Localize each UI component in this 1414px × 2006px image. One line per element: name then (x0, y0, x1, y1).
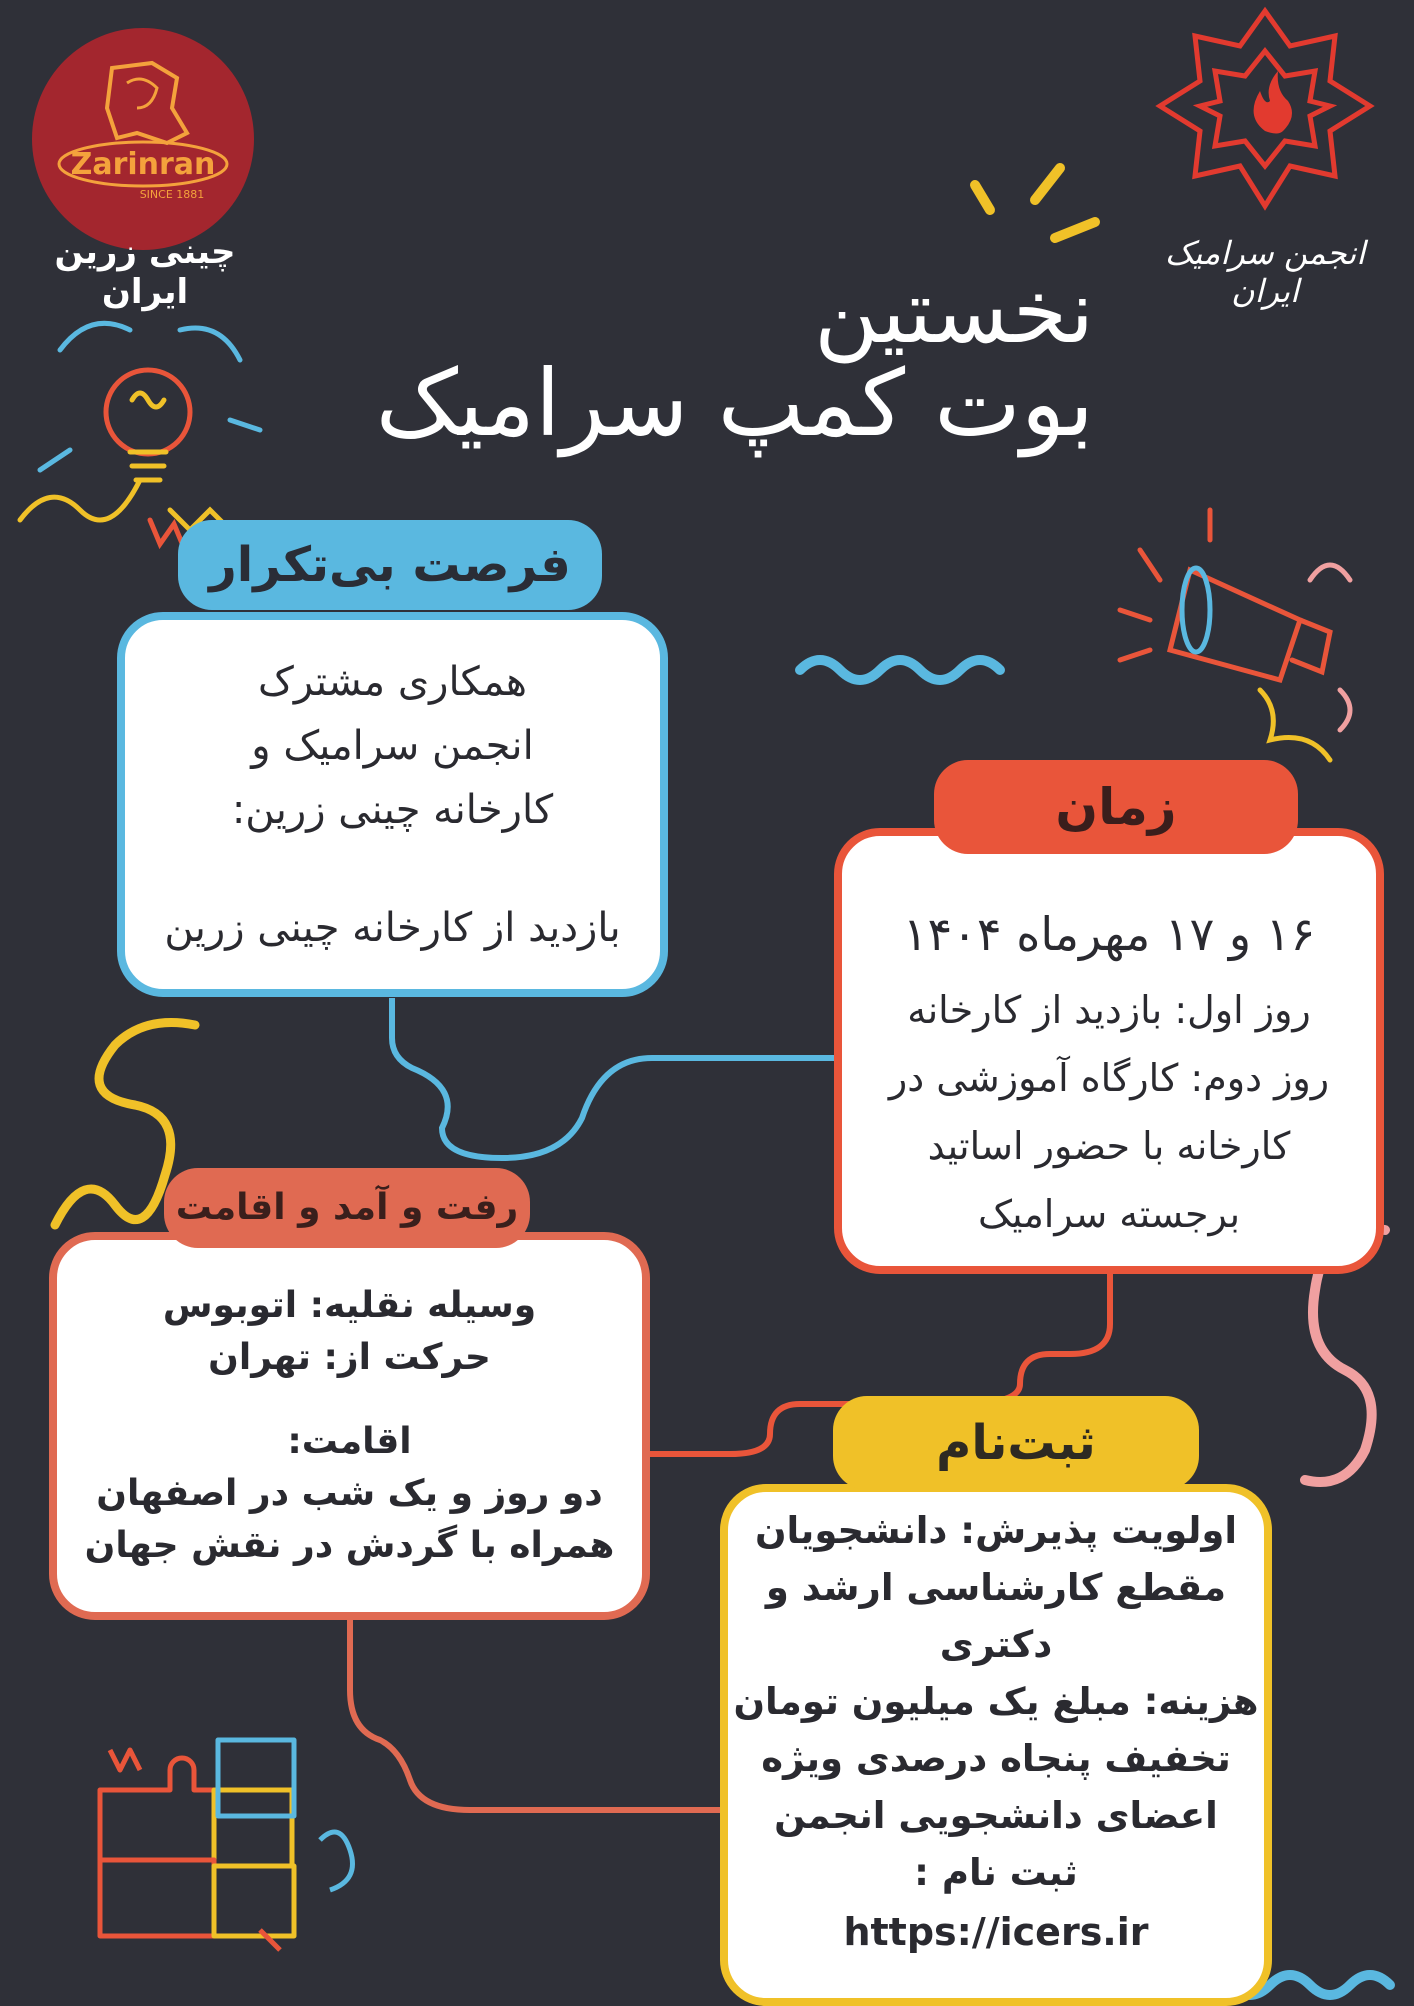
time-date: ۱۶ و ۱۷ مهرماه ۱۴۰۴ (902, 907, 1316, 961)
transport-stay-line: دو روز و یک شب در اصفهان (96, 1473, 603, 1514)
registration-line: مقطع کارشناسی ارشد و (765, 1566, 1227, 1609)
ceramic-association-caption: انجمن سرامیک ایران (1164, 234, 1366, 310)
title-line-2: بوت کمپ سرامیک (375, 350, 1094, 457)
registration-label: ثبت‌نام (833, 1396, 1199, 1490)
opportunity-card (117, 612, 668, 997)
zarin-caption: چینی زرین ایران (54, 232, 236, 312)
puzzle-doodle (100, 1740, 353, 1950)
opportunity-line: همکاری مشترک (258, 659, 527, 705)
registration-url[interactable]: https://icers.ir (843, 1910, 1149, 1954)
logo-since: SINCE 1881 (139, 188, 205, 201)
opportunity-label: فرصت بی‌تکرار (178, 520, 602, 610)
time-line: روز دوم: کارگاه آموزشی در (888, 1056, 1330, 1100)
opportunity-visit: بازدید از کارخانه چینی زرین (164, 905, 621, 951)
time-line: کارخانه با حضور اساتید (927, 1124, 1291, 1168)
transport-card (49, 1232, 650, 1620)
registration-card (720, 1484, 1272, 2006)
opportunity-line: کارخانه چینی زرین: (231, 787, 554, 833)
registration-line: تخفیف پنجاه درصدی ویژه (761, 1737, 1231, 1780)
ceramic-association-logo (1145, 6, 1385, 226)
time-card (834, 828, 1384, 1274)
transport-stay-title: اقامت: (287, 1421, 412, 1462)
title-line-1: نخستین (814, 260, 1094, 363)
logo-wordmark: Zarinran (70, 147, 216, 182)
registration-line: هزینه: مبلغ یک میلیون تومان (733, 1680, 1259, 1723)
transport-label: رفت و آمد و اقامت (164, 1168, 530, 1248)
blue-wave-doodle (800, 660, 1000, 680)
registration-line: اولویت پذیرش: دانشجویان (754, 1509, 1238, 1552)
burst-doodle (975, 168, 1095, 238)
registration-line: اعضای دانشجویی انجمن (774, 1794, 1218, 1837)
time-label: زمان (934, 760, 1298, 854)
registration-line: ثبت نام : (914, 1851, 1078, 1894)
connector-coral (350, 1620, 720, 1810)
zarin-logo (32, 28, 254, 250)
connector-blue (392, 998, 836, 1158)
time-line: روز اول: بازدید از کارخانه (907, 988, 1311, 1032)
registration-line: دکتری (939, 1623, 1053, 1666)
time-line: برجسته سرامیک (977, 1192, 1241, 1236)
transport-vehicle: وسیله نقلیه: اتوبوس (162, 1285, 537, 1326)
megaphone-doodle (1120, 510, 1350, 760)
transport-stay-line: همراه با گردش در نقش جهان (84, 1525, 615, 1566)
transport-departure: حرکت از: تهران (208, 1337, 491, 1378)
opportunity-line: انجمن سرامیک و (251, 723, 534, 769)
